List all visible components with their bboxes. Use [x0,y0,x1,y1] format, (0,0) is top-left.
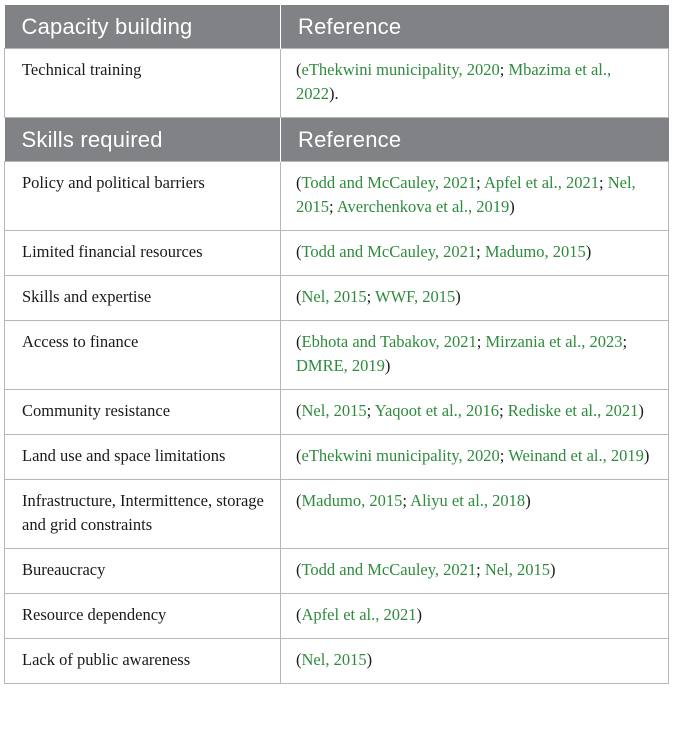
row-reference-cell [281,435,669,480]
citation-punctuation: ; [499,401,508,420]
row-item-label: Community resistance [5,390,281,435]
row-item-label: Bureaucracy [5,549,281,594]
citation-punctuation: ) [416,605,423,624]
citation-punctuation: ; [499,446,509,465]
citation-link[interactable]: Apfel et al., 2021 [301,605,417,624]
citation-punctuation: ( [296,287,302,306]
citation-link[interactable]: Apfel et al., 2021 [483,173,599,192]
row-item-label: Infrastructure, Intermittence, storage and grid constraints [5,480,281,549]
table-row [5,594,669,639]
citation-link[interactable]: eThekwini municipality, 2020 [301,446,500,465]
row-item-label: Technical training [5,49,281,118]
citation-punctuation: ; [476,560,485,579]
table-row [5,549,669,594]
citation-punctuation: ; [366,401,375,420]
row-reference-cell [281,231,669,276]
row-item-label: Policy and political barriers [5,162,281,231]
table-row [5,480,669,549]
citation-punctuation: ) [366,650,373,669]
citation-link[interactable]: Madumo, 2015 [484,242,586,261]
citation-link[interactable]: Todd and McCauley, 2021 [301,242,477,261]
table-row [5,435,669,480]
citation-link[interactable]: DMRE, 2019 [296,356,385,375]
references-table [4,5,669,684]
citation-link[interactable]: Averchenkova et al., 2019 [336,197,510,216]
citation-link[interactable]: Nel, 2015 [301,401,367,420]
citation-punctuation: ; [476,242,485,261]
citation-punctuation: ; [599,173,608,192]
citation-link[interactable]: Nel, 2015 [301,287,367,306]
citation-punctuation: ( [296,173,302,192]
citation-punctuation: ; [329,197,337,216]
section-header-reference: Reference [281,118,669,162]
citation-punctuation: ). [329,84,339,103]
citation-punctuation: ) [509,197,515,216]
citation-punctuation: ) [585,242,592,261]
citation-link[interactable]: eThekwini municipality, 2020 [301,60,500,79]
citation-punctuation: ) [549,560,556,579]
citation-link[interactable]: Nel, 2015 [301,650,367,669]
citation-punctuation: ( [296,491,302,510]
row-reference-cell [281,49,669,118]
section-header-title: Capacity building [5,5,281,49]
section-header-row [5,118,669,162]
citation-punctuation: ( [296,60,302,79]
section-header-row [5,5,669,49]
citation-punctuation: ; [622,332,628,351]
row-reference-cell [281,321,669,390]
citation-punctuation: ( [296,401,302,420]
citation-punctuation: ( [296,605,302,624]
table-row [5,276,669,321]
row-reference-cell [281,639,669,684]
row-reference-cell [281,390,669,435]
row-item-label: Access to finance [5,321,281,390]
row-item-label: Resource dependency [5,594,281,639]
section-header-title: Skills required [5,118,281,162]
row-item-label: Skills and expertise [5,276,281,321]
citation-link[interactable]: Nel, 2015 [296,173,636,216]
citation-punctuation: ( [296,446,302,465]
table-row [5,231,669,276]
citation-punctuation: ) [638,401,644,420]
citation-punctuation: ( [296,650,302,669]
citation-link[interactable]: Rediske et al., 2021 [507,401,639,420]
row-reference-cell [281,276,669,321]
citation-punctuation: ; [499,60,509,79]
table-row [5,639,669,684]
citation-link[interactable]: Mirzania et al., 2023 [485,332,623,351]
row-item-label: Land use and space limitations [5,435,281,480]
row-reference-cell [281,594,669,639]
row-reference-cell [281,549,669,594]
citation-punctuation: ) [643,446,650,465]
citation-link[interactable]: Todd and McCauley, 2021 [301,173,477,192]
table-row [5,390,669,435]
citation-punctuation: ( [296,560,302,579]
citation-punctuation: ( [296,242,302,261]
row-item-label: Limited financial resources [5,231,281,276]
citation-link[interactable]: WWF, 2015 [375,287,456,306]
citation-punctuation: ; [402,491,411,510]
citation-punctuation: ) [455,287,461,306]
citation-link[interactable]: Madumo, 2015 [301,491,403,510]
table-body [5,5,669,684]
row-reference-cell [281,162,669,231]
citation-punctuation: ( [296,332,302,351]
citation-punctuation: ) [384,356,391,375]
citation-link[interactable]: Todd and McCauley, 2021 [301,560,477,579]
citation-link[interactable]: Yaqoot et al., 2016 [374,401,500,420]
row-item-label: Lack of public awareness [5,639,281,684]
table-row [5,162,669,231]
citation-punctuation: ) [525,491,531,510]
citation-punctuation: ; [476,173,484,192]
section-header-reference: Reference [281,5,669,49]
row-reference-cell [281,480,669,549]
citation-punctuation: ; [366,287,375,306]
citation-link[interactable]: Ebhota and Tabakov, 2021 [301,332,477,351]
citation-link[interactable]: Weinand et al., 2019 [508,446,644,465]
citation-punctuation: ; [476,332,486,351]
table-row [5,321,669,390]
table-row [5,49,669,118]
citation-link[interactable]: Nel, 2015 [484,560,550,579]
citation-link[interactable]: Mbazima et al., 2022 [296,60,612,103]
citation-link[interactable]: Aliyu et al., 2018 [410,491,526,510]
